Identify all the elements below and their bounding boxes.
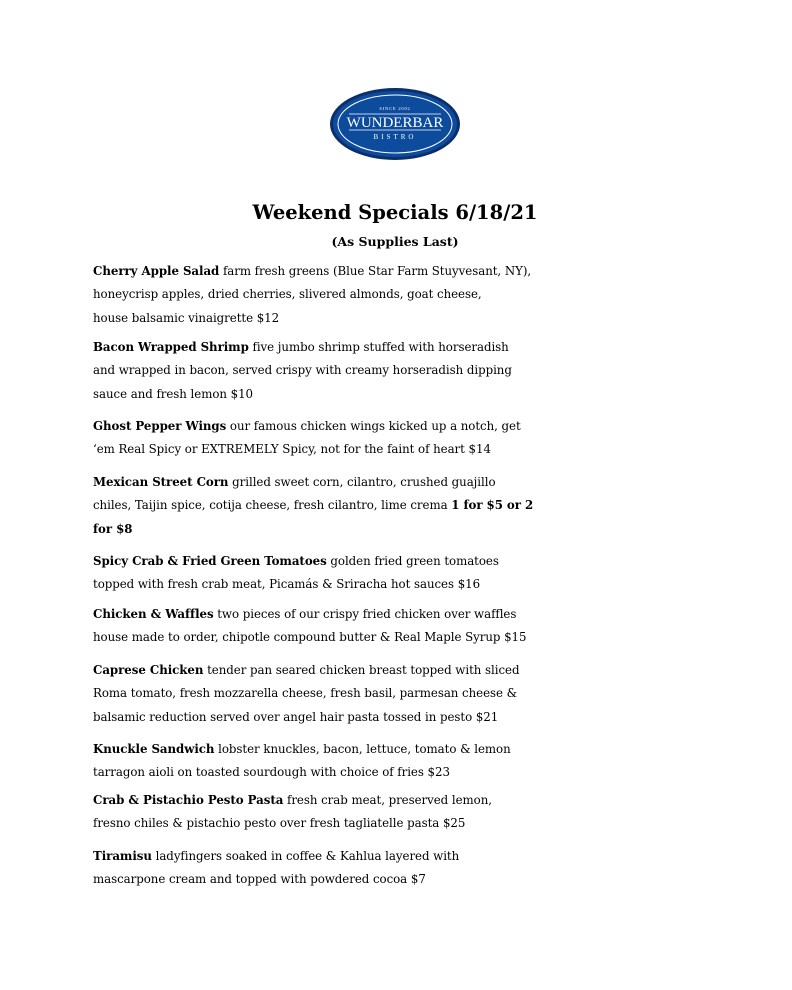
menu-item: [93, 550, 705, 597]
item-name: Mexican Street Corn: [93, 475, 229, 489]
menu-item: [93, 260, 705, 330]
item-description: Roma tomato, fresh mozzarella cheese, fresh basil, parmesan cheese &: [93, 686, 518, 701]
item-description: tender pan seared chicken breast topped with sliced: [203, 663, 520, 677]
menu-item: [93, 659, 705, 729]
item-description: topped with fresh crab meat, Picamás & Sriracha hot sauces $16: [93, 577, 481, 592]
item-description: and wrapped in bacon, served crispy with creamy horseradish dipping: [93, 363, 512, 378]
menu-title: Weekend Specials 6/18/21: [252, 201, 538, 224]
logo-sub-text: BISTRO: [373, 133, 417, 141]
menu-item: [93, 789, 705, 836]
menu-item: [93, 415, 705, 462]
item-description: honeycrisp apples, dried cherries, slivered almonds, goat cheese,: [93, 287, 482, 302]
item-description: five jumbo shrimp stuffed with horseradish: [248, 340, 509, 354]
item-name: Knuckle Sandwich: [93, 742, 215, 756]
item-description: ladyfingers soaked in coffee & Kahlua layered with: [151, 849, 460, 863]
item-name: Caprese Chicken: [93, 663, 204, 677]
item-description: golden fried green tomatoes: [326, 554, 499, 568]
item-description: balsamic reduction served over angel hair pasta tossed in pesto $21: [93, 709, 499, 724]
logo-since-text: SINCE 2002: [379, 106, 411, 111]
item-price: for $8: [93, 521, 133, 536]
item-description: sauce and fresh lemon $10: [93, 386, 254, 401]
wunderbar-bistro-logo: [329, 87, 461, 161]
menu-subtitle: (As Supplies Last): [331, 234, 459, 249]
item-description: farm fresh greens (Blue Star Farm Stuyvesant, NY),: [219, 264, 532, 278]
menu-item: [93, 845, 705, 892]
item-name: Crab & Pistachio Pesto Pasta: [93, 793, 284, 807]
item-name: Bacon Wrapped Shrimp: [93, 340, 249, 354]
menu-item: [93, 336, 705, 406]
menu-item: [93, 471, 705, 541]
item-description: tarragon aioli on toasted sourdough with choice of fries $23: [93, 765, 450, 780]
logo-name-text: WUNDERBAR: [346, 115, 444, 131]
item-description: chiles, Taijin spice, cotija cheese, fresh cilantro, lime crema: [93, 498, 452, 513]
item-description: fresno chiles & pistachio pesto over fresh tagliatelle pasta $25: [93, 816, 466, 831]
item-description: grilled sweet corn, cilantro, crushed guajillo: [228, 475, 496, 489]
item-name: Tiramisu: [93, 849, 152, 863]
menu-item: [93, 603, 705, 650]
item-description: lobster knuckles, bacon, lettuce, tomato & lemon: [214, 742, 511, 756]
item-name: Cherry Apple Salad: [93, 264, 220, 278]
menu-item: [93, 738, 705, 785]
item-name: Chicken & Waffles: [93, 607, 214, 621]
item-name: Spicy Crab & Fried Green Tomatoes: [93, 554, 327, 568]
item-description: fresh crab meat, preserved lemon,: [283, 793, 492, 807]
item-description: two pieces of our crispy fried chicken over waffles: [213, 607, 517, 621]
item-description: mascarpone cream and topped with powdered cocoa $7: [93, 872, 426, 887]
item-name: Ghost Pepper Wings: [93, 419, 227, 433]
item-price: 1 for $5 or 2: [451, 498, 534, 513]
item-description: house made to order, chipotle compound butter & Real Maple Syrup $15: [93, 630, 527, 645]
item-description: our famous chicken wings kicked up a notch, get: [226, 419, 521, 433]
item-description: ‘em Real Spicy or EXTREMELY Spicy, not for the faint of heart $14: [93, 442, 491, 457]
item-description: house balsamic vinaigrette $12: [93, 310, 280, 325]
